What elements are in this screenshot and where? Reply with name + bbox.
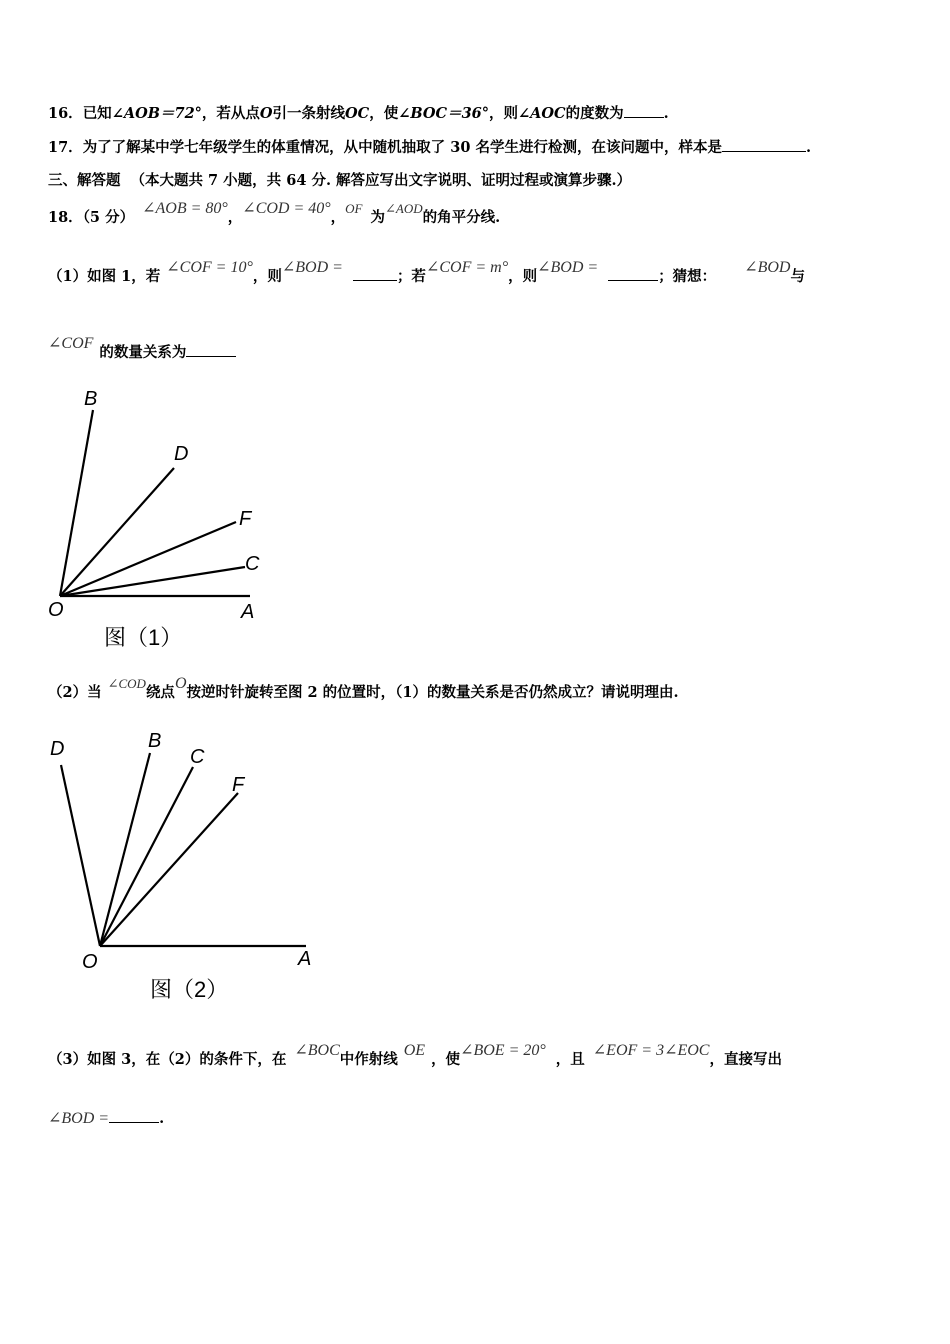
part-1-cont: ∠COF的数量关系为 <box>48 342 236 363</box>
label-a: A <box>298 948 312 970</box>
label-f: F <box>239 508 252 530</box>
label-c: C <box>190 746 205 768</box>
answer-blank[interactable] <box>186 342 236 357</box>
question-17: 17．为了了解某中学七年级学生的体重情况，从中随机抽取了 30 名学生进行检测，在该问题中，样本是 . <box>48 139 812 156</box>
answer-blank[interactable] <box>608 266 658 281</box>
q16-angle-aob: ∠AOB＝72° <box>111 105 202 122</box>
figure-2-caption: 图（2） <box>150 977 229 1002</box>
answer-blank[interactable] <box>109 1108 159 1123</box>
figure-2 <box>38 725 328 1010</box>
ray-of <box>60 522 236 596</box>
ray-od <box>60 468 174 596</box>
answer-blank[interactable] <box>624 103 664 118</box>
label-d: D <box>50 738 65 760</box>
section-note: （本大题共 7 小题，共 64 分. 解答应写出文字说明、证明过程或演算步骤.） <box>130 172 632 189</box>
ray-oc <box>60 567 245 596</box>
answer-blank[interactable] <box>353 266 397 281</box>
answer-blank[interactable] <box>722 137 806 152</box>
label-f: F <box>232 774 245 796</box>
figure-1 <box>38 380 278 660</box>
label-d: D <box>174 443 189 465</box>
section-title: 三、解答题 <box>48 172 121 189</box>
label-o: O <box>82 951 98 973</box>
q18-number: 18． <box>48 209 83 226</box>
ray-oc <box>100 767 193 946</box>
label-c: C <box>245 553 260 575</box>
q16-number: 16． <box>48 105 83 122</box>
label-b: B <box>148 730 162 752</box>
label-b: B <box>84 388 98 410</box>
ray-ob <box>60 410 93 596</box>
part-3: （3）如图 3，在（2）的条件下，在∠BOC中作射线OE，使∠BOE = 20°，且∠EOF = 3∠EOC，直接写出 <box>48 1042 782 1068</box>
label-o: O <box>48 599 64 621</box>
figure-1-caption: 图（1） <box>104 625 183 650</box>
ray-od <box>61 765 100 946</box>
label-a: A <box>241 601 255 623</box>
question-16: 16．已知∠AOB＝72°，若从点O引一条射线OC，使∠BOC＝36°，则∠AOC的度数为 . <box>48 105 669 122</box>
part-2: （2）当∠COD绕点O按逆时针旋转至图 2 的位置时，（1）的数量关系是否仍然成立？请说明理由. <box>48 675 679 701</box>
q17-number: 17． <box>48 139 83 156</box>
section-3-heading <box>48 171 631 191</box>
part-3-cont: ∠BOD = . <box>48 1110 165 1127</box>
part-1: （1）如图 1，若∠COF = 10°，则∠BOD =；若∠COF = m°，则∠BOD =；猜想：∠BOD与 <box>48 259 805 285</box>
question-18: 18．（5 分）∠AOB = 80°，∠COD = 40°，OF为∠AOD的角平分线. <box>48 200 501 226</box>
